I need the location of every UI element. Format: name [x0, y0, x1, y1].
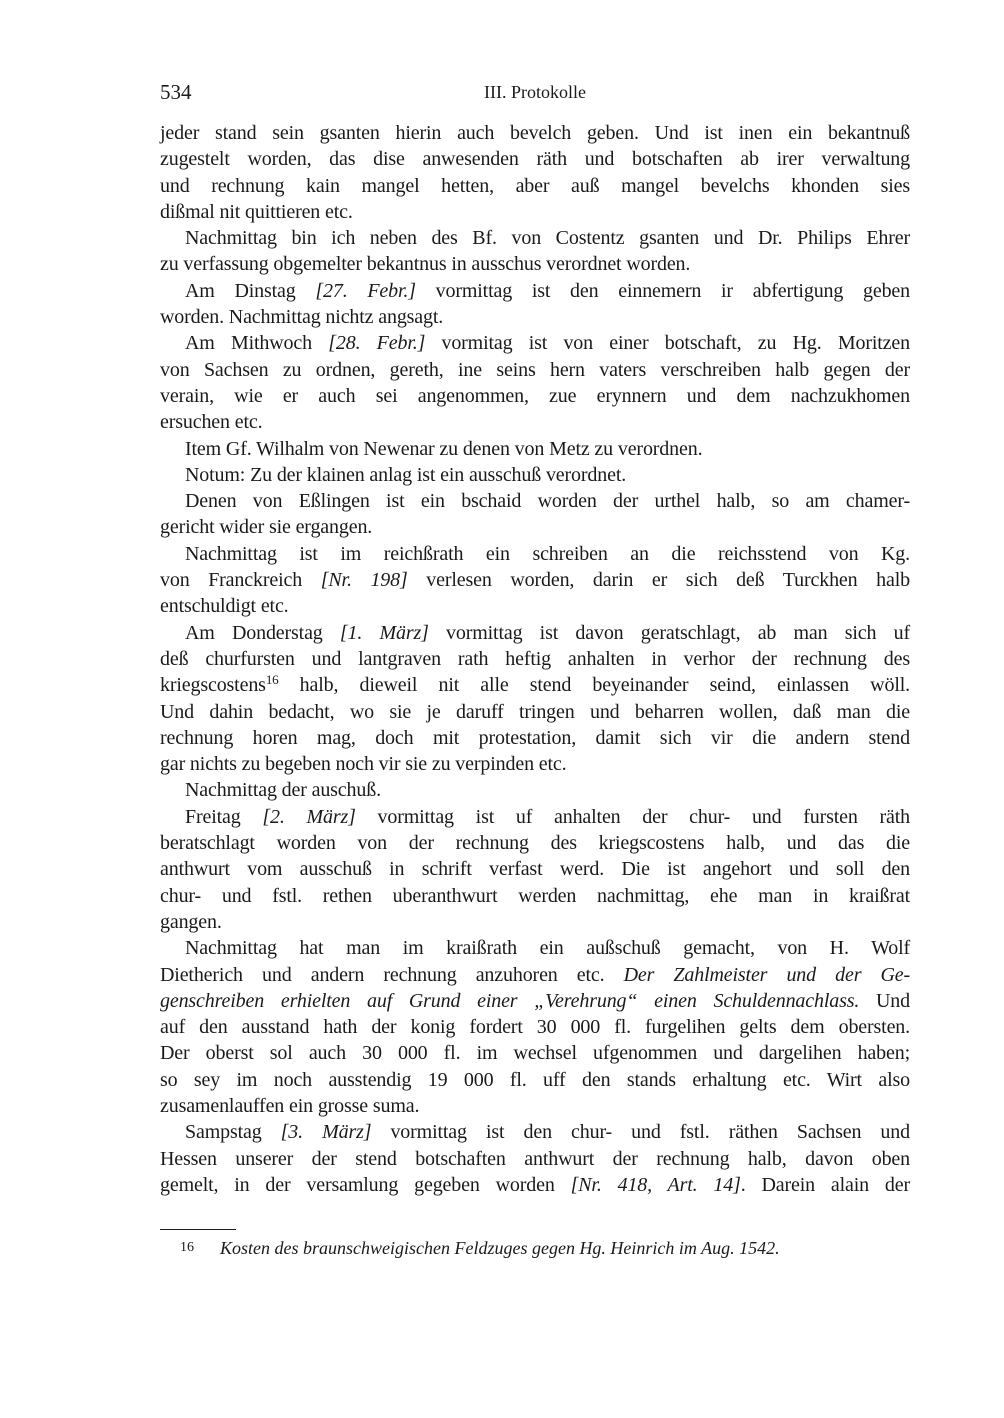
- text-run: entschuldigt etc.: [160, 595, 289, 618]
- text-line: [160, 146, 910, 172]
- text-line: [160, 725, 910, 751]
- text-line: [160, 1067, 910, 1093]
- text-line: [160, 225, 910, 251]
- italic-run: [Nr. 198]: [320, 569, 408, 592]
- text-run: rechnung horen mag, doch mit protestation, damit sich vir die andern stend: [160, 726, 910, 749]
- text-run: Denen von Eßlingen ist ein bschaid worden der urthel halb, so am chamer-: [185, 490, 910, 513]
- italic-run: [1. März]: [339, 621, 429, 644]
- text-run: zusamenlauffen ein grosse suma.: [160, 1094, 420, 1117]
- text-run: Hessen unserer der stend botschaften anthwurt der rechnung halb, davon oben: [160, 1147, 910, 1170]
- italic-run: [28. Febr.]: [328, 332, 426, 355]
- text-run: so sey im noch ausstendig 19 000 fl. uff den stands erhaltung etc. Wirt also: [160, 1068, 910, 1091]
- text-run: halb, dieweil nit alle stend beyeinander seind, einlassen wöll.: [278, 674, 910, 697]
- italic-run: Der Zahlmeister und der Ge-: [623, 963, 910, 986]
- text-run: Und: [859, 989, 910, 1012]
- text-run: und rechnung kain mangel hetten, aber auß mangel bevelchs khonden sies: [160, 174, 910, 197]
- text-run: gemelt, in der versamlung gegeben worden: [160, 1173, 571, 1196]
- text-line: [160, 1014, 910, 1040]
- text-run: deß churfursten und lantgraven rath heftig anhalten in verhor der rechnung des: [160, 647, 910, 670]
- text-run: verain, wie er auch sei angenommen, zue erynnern und dem nachzukhomen: [160, 384, 910, 407]
- text-run: verlesen worden, darin er sich deß Turckhen halb: [407, 569, 910, 592]
- text-line: [160, 173, 910, 199]
- text-line: [160, 251, 910, 277]
- text-line: [160, 699, 910, 725]
- text-line: [160, 883, 910, 909]
- text-run: . Darein alain der: [740, 1173, 911, 1196]
- text-run: jeder stand sein gsanten hierin auch bevelch geben. Und ist inen ein bekantnuß: [160, 122, 910, 144]
- text-line: [160, 672, 910, 698]
- italic-run: [27. Febr.]: [315, 279, 416, 302]
- text-run: Nachmittag bin ich neben des Bf. von Costentz gsanten und Dr. Philips Ehrer: [185, 227, 910, 250]
- main-text: [160, 120, 910, 1198]
- text-line: [160, 409, 910, 435]
- text-line: [160, 830, 910, 856]
- text-line: [160, 278, 910, 304]
- text-run: vormittag ist den einnemern ir abfertigung geben: [415, 279, 911, 302]
- text-line: [160, 120, 910, 146]
- italic-run: [2. März]: [262, 805, 356, 828]
- text-line: [160, 462, 910, 488]
- text-line: [160, 357, 910, 383]
- text-line: [160, 804, 910, 830]
- italic-run: [Nr. 418, Art. 14]: [570, 1173, 741, 1196]
- text-line: [160, 436, 910, 462]
- text-line: [160, 1040, 910, 1066]
- text-run: von Franckreich: [160, 569, 321, 592]
- text-run: auf den ausstand hath der konig fordert 30 000 fl. furgelihen gelts dem obersten.: [160, 1016, 910, 1039]
- text-run: vormittag ist uf anhalten der chur- und fursten räth: [355, 805, 910, 828]
- text-run: Nachmittag der auschuß.: [185, 779, 381, 802]
- text-run: gericht wider sie ergangen.: [160, 516, 373, 539]
- text-line: [160, 541, 910, 567]
- text-line: [160, 777, 910, 803]
- text-run: Der oberst sol auch 30 000 fl. im wechsel ufgenommen und dargelihen haben;: [160, 1042, 910, 1065]
- running-title: III. Protokolle: [484, 82, 586, 102]
- text-line: [160, 304, 910, 330]
- footnote-number: 16: [180, 1240, 194, 1255]
- footnote-divider: [160, 1229, 236, 1230]
- text-run: Am Mithwoch: [185, 332, 329, 355]
- text-run: Nachmittag ist im reichßrath ein schreiben an die reichsstend von Kg.: [185, 542, 910, 565]
- text-line: [160, 488, 910, 514]
- text-line: [160, 1119, 910, 1145]
- text-run: gangen.: [160, 910, 222, 933]
- text-run: anthwurt vom ausschuß in schrift verfast werd. Die ist angehort und soll den: [160, 858, 910, 881]
- text-line: [160, 988, 910, 1014]
- text-line: [160, 751, 910, 777]
- text-run: beratschlagt worden von der rechnung des kriegscostens halb, und das die: [160, 832, 910, 855]
- italic-run: [3. März]: [280, 1121, 372, 1144]
- text-run: Freitag: [185, 805, 263, 828]
- text-line: [160, 962, 910, 988]
- text-run: vormittag ist den chur- und fstl. räthen Sachsen und: [371, 1121, 910, 1144]
- text-run: vormittag ist davon geratschlagt, ab man sich uf: [428, 621, 910, 644]
- text-line: [160, 909, 910, 935]
- text-line: [160, 620, 910, 646]
- text-run: von Sachsen zu ordnen, gereth, ine seins hern vaters verschreiben halb gegen der: [160, 358, 910, 381]
- footnote: [180, 1238, 780, 1259]
- footnote-text: Kosten des braunschweigischen Feldzuges gegen Hg. Heinrich im Aug. 1542.: [220, 1238, 780, 1258]
- text-run: worden. Nachmittag nichtz angsagt.: [160, 306, 444, 329]
- text-run: kriegscostens: [160, 674, 266, 697]
- text-run: dißmal nit quittieren etc.: [160, 200, 353, 223]
- text-run: Nachmittag hat man im kraißrath ein außschuß gemacht, von H. Wolf: [185, 937, 910, 960]
- text-line: [160, 199, 910, 225]
- text-line: [160, 1093, 910, 1119]
- text-run: Und dahin bedacht, wo sie je daruff tringen und beharren wollen, daß man die: [160, 700, 910, 723]
- italic-run: genschreiben erhielten auf Grund einer „Verehrung“ einen Schuldennachlass.: [160, 989, 860, 1012]
- text-run: chur- und fstl. rethen uberanthwurt werden nachmittag, ehe man in kraißrat: [160, 884, 910, 907]
- text-line: [160, 330, 910, 356]
- footnote-reference: 16: [265, 672, 279, 688]
- text-run: Item Gf. Wilhalm von Newenar zu denen von Metz zu verordnen.: [185, 437, 703, 460]
- page-number: 534: [160, 80, 192, 104]
- text-run: Sampstag: [185, 1121, 281, 1144]
- text-line: [160, 646, 910, 672]
- text-line: [160, 1146, 910, 1172]
- text-line: [160, 935, 910, 961]
- text-run: Am Dinstag: [185, 279, 316, 302]
- text-run: Dietherich und andern rechnung anzuhoren etc.: [160, 963, 624, 986]
- text-run: zu verfassung obgemelter bekantnus in ausschus verordnet worden.: [160, 253, 691, 276]
- text-run: gar nichts zu begeben noch vir sie zu verpinden etc.: [160, 753, 567, 776]
- text-run: Am Donderstag: [185, 621, 340, 644]
- text-line: [160, 856, 910, 882]
- text-line: [160, 1172, 910, 1198]
- text-line: [160, 514, 910, 540]
- text-line: [160, 567, 910, 593]
- text-run: ersuchen etc.: [160, 411, 263, 434]
- text-line: [160, 383, 910, 409]
- text-line: [160, 593, 910, 619]
- text-run: Notum: Zu der klainen anlag ist ein ausschuß verordnet.: [185, 463, 627, 486]
- text-run: vormitag ist von einer botschaft, zu Hg. Moritzen: [425, 332, 910, 355]
- text-run: zugestelt worden, das dise anwesenden räth und botschaften ab irer verwaltung: [160, 148, 910, 171]
